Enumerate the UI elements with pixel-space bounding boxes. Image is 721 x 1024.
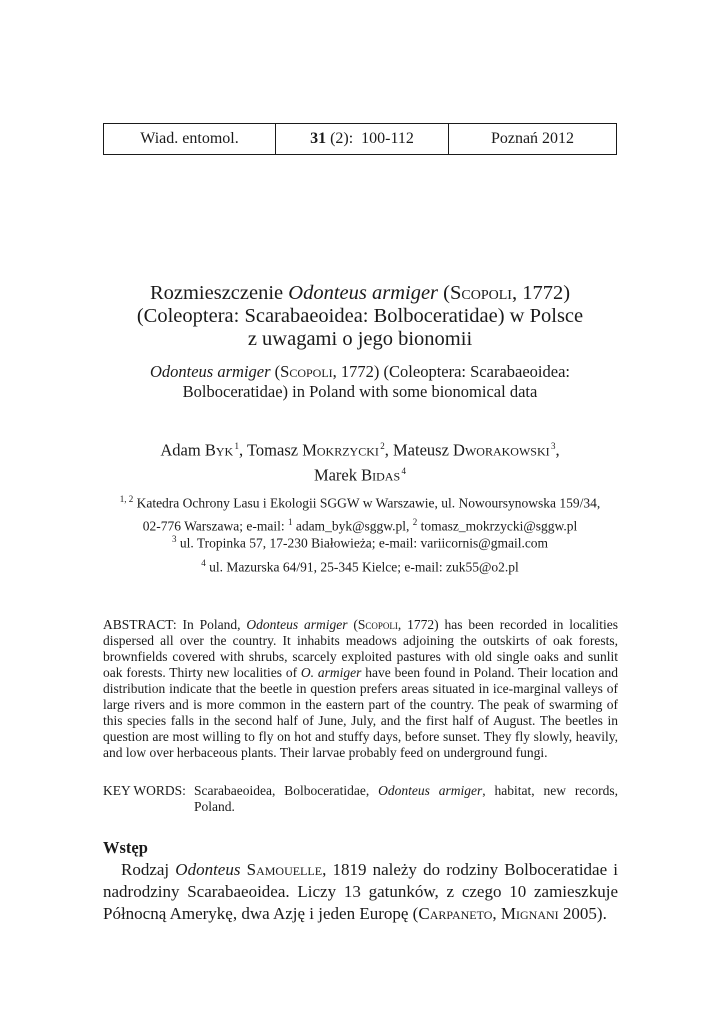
authors-line-1: Adam Byk $^1$, Tomasz Mokrzycki $^2$, Mateusz Dworakowski $^3$, — [160, 440, 560, 460]
affiliation-1-2: $^{1, 2}$ Katedra Ochrony Lasu i Ekologii SGGW w Warszawie, ul. Nowoursynowska 159/34, 02-776 Warszawa; e-mail: $^1$ adam_byk@sggw.pl, $^2$ tomasz_mokrzycki@sggw.pl — [119, 494, 601, 533]
journal-header-box — [103, 123, 617, 155]
volume-issue — [275, 124, 448, 154]
journal-name — [104, 124, 275, 154]
subtitle-line-2: Bolboceratidae) in Poland with some bionomical data — [182, 382, 538, 401]
title-line-3: z uwagami o jego bionomii — [247, 328, 473, 350]
place-year — [448, 124, 616, 154]
author-list — [60, 436, 660, 485]
article-title-polish — [60, 282, 660, 351]
title-line-2: (Coleoptera: Scarabaeoidea: Bolboceratidae) w Polsce — [136, 305, 584, 327]
email-adam-byk: adam_byk@sggw.pl, — [292, 518, 413, 533]
volume-number: 31 — [310, 130, 327, 147]
title-line-1: Rozmieszczenie Odonteus armiger (Scopoli, 1772) — [149, 282, 571, 304]
article-title-english — [60, 362, 660, 402]
keywords-text: Scarabaeoidea, Bolboceratidae, Odonteus armiger, habitat, new records, Poland. — [194, 783, 618, 814]
issue-pages: (2): 100-112 — [326, 130, 414, 147]
keywords-label: KEY WORDS: — [103, 783, 186, 798]
abstract: ABSTRACT: In Poland, Odonteus armiger (Scopoli, 1772) has been recorded in localities dispersed all over the country. It inhabits meadows adjoining the outskirts of oak forests, brownfields covered with shrubs, scarcely exploited pastures with old single oaks and sunlit oak forests. Thirty new localities of O. armiger have been found in Poland. Their location and distribution indicate that the beetle in question prefers areas situated in ice-marginal valleys of large rivers and is more common in the eastern part of the country. The peak of swarming of this species falls in the second half of June, July, and the first half of August. The beetles in question are most willing to fly on hot and stuffy days, before sunset. They fly slowly, heavily, and low over herbaceous plants. Their larvae probably feed on underground fungi. — [103, 617, 619, 760]
subtitle-line-1: Odonteus armiger (Scopoli, 1772) (Coleoptera: Scarabaeoidea: — [149, 362, 570, 381]
keywords — [103, 783, 618, 815]
intro-paragraph: Rodzaj Odonteus Samouelle, 1819 należy do rodziny Bolboceratidae i nadrodziny Scarabaeoidea. Liczy 13 gatunków, z czego 10 zamieszkuje Północną Amerykę, dwa Azję i jeden Europę (Carpaneto, Mignani 2005). — [103, 860, 619, 923]
section-heading-intro: Wstęp — [103, 838, 148, 857]
journal-name-text: Wiad. entomol. — [140, 130, 239, 147]
affiliation-3: $^3$ ul. Tropinka 57, 17-230 Białowieża; e-mail: variicornis@gmail.com — [171, 534, 549, 551]
email-tomasz-mokrzycki: tomasz_mokrzycki@sggw.pl — [417, 518, 578, 533]
affiliation-4: $^4$ ul. Mazurska 64/91, 25-345 Kielce; e-mail: zuk55@o2.pl — [201, 558, 519, 575]
authors-line-2: Marek Bidas $^4$ — [313, 465, 407, 484]
place-year-text: Poznań 2012 — [490, 130, 575, 147]
